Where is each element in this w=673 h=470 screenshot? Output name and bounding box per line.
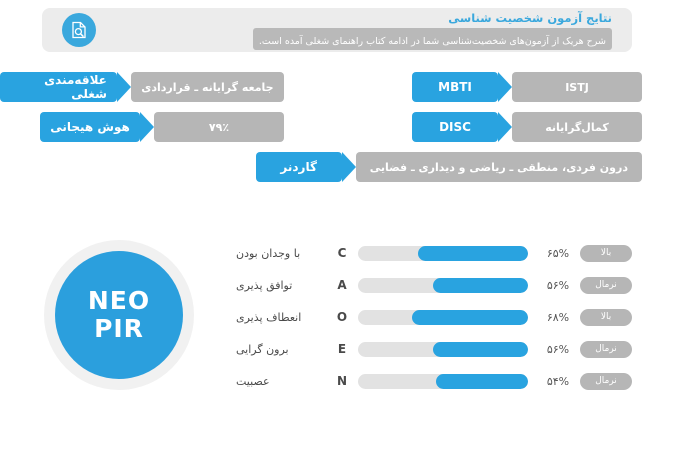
trait-progress-fill	[433, 278, 528, 293]
trait-percent: ۶۵%	[546, 246, 570, 260]
table-row	[230, 304, 650, 330]
trait-progress-track	[358, 246, 528, 261]
chevron-right-icon	[140, 112, 154, 142]
trait-progress-track	[358, 342, 528, 357]
trait-letter: C	[337, 246, 347, 260]
status-badge: نرمال	[580, 373, 632, 390]
table-row	[230, 368, 650, 394]
trait-progress-fill	[418, 246, 529, 261]
page-title: نتایج آزمون شخصیت شناسی	[448, 10, 612, 25]
summary-tags-area	[0, 72, 673, 192]
status-badge: نرمال	[580, 277, 632, 294]
trait-label: انعطاف پذیری	[236, 310, 302, 324]
trait-progress-fill	[436, 374, 528, 389]
trait-progress-track	[358, 374, 528, 389]
neo-label-line1: NEO	[87, 286, 151, 315]
trait-progress-track	[358, 310, 528, 325]
trait-percent: ۵۴%	[546, 374, 570, 388]
tag-key-emotional-intelligence: هوش هیجانی	[40, 112, 140, 142]
trait-label: با وجدان بودن	[236, 246, 301, 260]
trait-letter: N	[336, 374, 348, 388]
results-header-inner	[42, 8, 632, 52]
status-badge: نرمال	[580, 341, 632, 358]
tag-row-emotional-intelligence	[40, 112, 284, 142]
tag-value-gardner: درون فردی، منطقی ـ ریاضی و دیداری ـ فضایی	[356, 152, 642, 182]
results-header-panel	[42, 8, 632, 52]
trait-letter: A	[337, 278, 347, 292]
chevron-right-icon	[498, 112, 512, 142]
trait-progress-fill	[433, 342, 528, 357]
chevron-right-icon	[342, 152, 356, 182]
table-row	[230, 240, 650, 266]
tag-key-gardner: گاردنر	[256, 152, 342, 182]
tag-key-mbti: MBTI	[412, 72, 498, 102]
chevron-right-icon	[117, 72, 131, 102]
table-row	[230, 336, 650, 362]
trait-percent: ۵۶%	[546, 342, 570, 356]
neo-inner-circle	[55, 251, 183, 379]
trait-label: عصبیت	[236, 374, 270, 388]
trait-label: برون گرایی	[236, 342, 289, 356]
tag-value-career-interest: جامعه گرایانه ـ قراردادی	[131, 72, 284, 102]
tag-value-mbti: ISTJ	[512, 72, 642, 102]
page-subtitle: شرح هریک از آزمون‌های شخصیت‌شناسی شما در ادامه کتاب راهنمای شغلی آمده است.	[258, 35, 606, 47]
tag-row-gardner	[256, 152, 642, 182]
neo-trait-list	[230, 240, 650, 400]
header-subtitle-band	[253, 28, 612, 50]
tag-key-career-interest: علاقه‌مندی شغلی	[0, 72, 117, 102]
tag-row-mbti	[412, 72, 642, 102]
status-badge: بالا	[580, 245, 632, 262]
trait-percent: ۶۸%	[546, 310, 570, 324]
trait-progress-track	[358, 278, 528, 293]
chevron-right-icon	[498, 72, 512, 102]
table-row	[230, 272, 650, 298]
tag-row-career-interest	[0, 72, 284, 102]
tag-value-disc: کمال‌گرایانه	[512, 112, 642, 142]
document-search-icon	[62, 13, 96, 47]
neo-label-line2: PIR	[94, 314, 144, 343]
tag-value-emotional-intelligence: ۷۹٪	[154, 112, 284, 142]
trait-progress-fill	[412, 310, 528, 325]
trait-letter: O	[336, 310, 348, 324]
tag-key-disc: DISC	[412, 112, 498, 142]
status-badge: بالا	[580, 309, 632, 326]
trait-label: توافق پذیری	[236, 278, 293, 292]
trait-letter: E	[337, 342, 347, 356]
trait-percent: ۵۶%	[546, 278, 570, 292]
tag-row-disc	[412, 112, 642, 142]
neo-pir-badge	[44, 240, 194, 390]
header-text-block	[96, 11, 618, 50]
